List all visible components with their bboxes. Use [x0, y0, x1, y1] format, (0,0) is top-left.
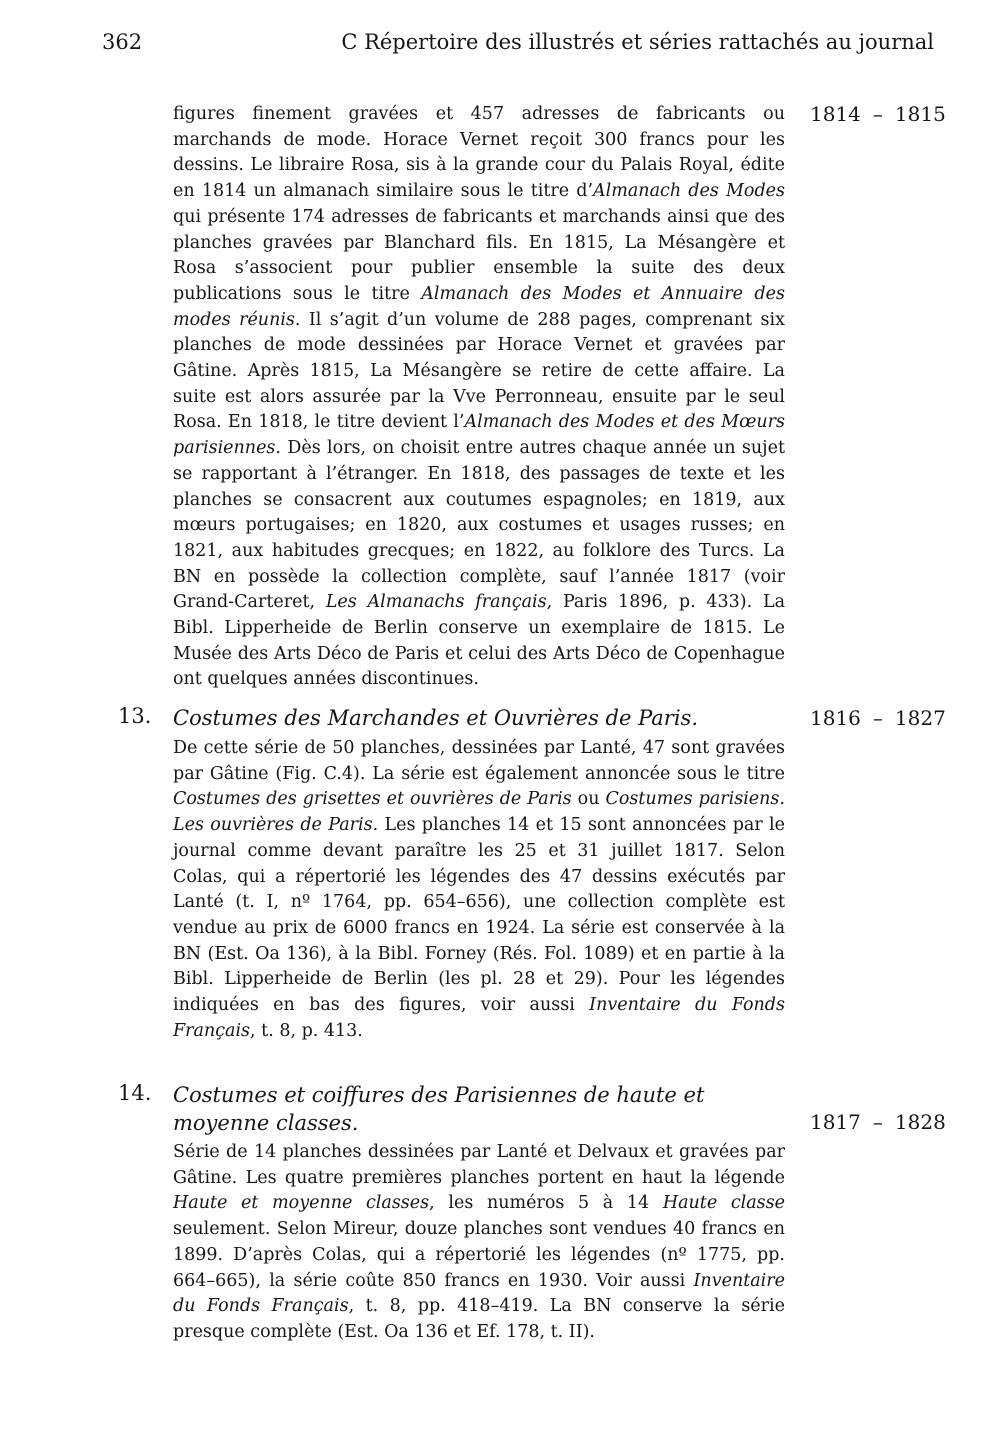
- italic-title-run: Almanach des Modes et Annuaire des modes réunis.: [173, 283, 785, 330]
- italic-title-run: Les Almanachs français: [325, 592, 547, 613]
- entry-13-years: 1816 – 1827: [810, 706, 946, 730]
- text-run: Série de 14 planches dessinées par Lanté et Delvaux et gravées par Gâtine. Les quatre premières planches portent en haut la légende: [173, 1142, 785, 1188]
- text-run: De cette série de 50 planches, dessinées par Lanté, 47 sont gravées par Gâtine (Fig. C.4). La série est également annoncée sous le titre: [173, 738, 785, 784]
- italic-title-run: Costumes parisiens. Les ouvrières de Paris.: [173, 789, 785, 836]
- italic-title-run: Almanach des Modes et des Mœurs parisiennes.: [173, 412, 785, 459]
- entry-13-body: [173, 736, 785, 1044]
- entry-14-title: Costumes et coiffures des Parisiennes de haute et moyenne classes.: [173, 1083, 705, 1135]
- year-start: 1817: [810, 1110, 861, 1134]
- continued-years: 1814 – 1815: [810, 102, 946, 126]
- running-head: C Répertoire des illustrés et séries rattachés au journal: [341, 30, 934, 54]
- italic-title-run: Haute et moyenne classes: [173, 1193, 430, 1214]
- text-run: , les numéros 5 à 14: [429, 1193, 663, 1214]
- continued-paragraph: [173, 102, 785, 693]
- text-run: , Paris 1896, p. 433). La Bibl. Lipperheide de Berlin conserve un exemplaire de 1815. Le Musée des Arts Déco de Paris et celui des Arts Déco de Copenhague ont quelques années discontinues.: [173, 592, 786, 690]
- italic-title-run: Costumes des grisettes et ouvrières de Paris: [173, 789, 572, 810]
- year-end: 1815: [894, 102, 946, 126]
- text-run: ou: [571, 789, 606, 810]
- year-end: 1828: [894, 1110, 946, 1134]
- year-end: 1827: [894, 706, 946, 730]
- text-run: seulement. Selon Mireur, douze planches sont vendues 40 francs en 1899. D’après Colas, qui a répertorié les légendes (nº 1775, pp. 664–665), la série coûte 850 francs en 1930. Voir aussi: [173, 1219, 785, 1291]
- year-start: 1814: [810, 102, 861, 126]
- page-number: 362: [102, 30, 143, 54]
- text-run: , t. 8, p. 413.: [250, 1020, 363, 1041]
- text-run: , t. 8, pp. 418–419. La BN conserve la série presque complète (Est. Oa 136 et Ef. 178, t. II).: [173, 1296, 785, 1342]
- text-run: figures finement gravées et 457 adresses de fabricants ou marchands de mode. Horace Vernet reçoit 300 francs pour les dessins. Le libraire Rosa, sis à la grande cour du Palais Royal, édite en 1814 un almanach similaire sous le titre d’: [173, 104, 785, 202]
- italic-title-run: Inventaire du Fonds Français: [173, 1270, 785, 1317]
- text-run: Dès lors, on choisit entre autres chaque année un sujet se rapportant à l’étranger. En 1818, des passages de texte et les planches se consacrent aux coutumes espagnoles; en 1819, aux mœurs portugaises; en 1820, aux costumes et usages russes; en 1821, aux habitudes grecques; en 1822, au folklore des Turcs. La BN en possède la collection complète, sauf l’année 1817 (voir Grand-Carteret,: [173, 438, 785, 613]
- text-run: qui présente 174 adresses de fabricants et marchands ainsi que des planches gravées par Blanchard fils. En 1815, La Mésangère et Rosa s’associent pour publier ensemble la suite des deux publications sous le titre: [173, 206, 785, 304]
- entry-14-number: 14.: [118, 1081, 152, 1105]
- year-start: 1816: [810, 706, 861, 730]
- entry-14-body: [173, 1140, 785, 1346]
- italic-title-run: Inventaire du Fonds Français: [173, 995, 785, 1041]
- entry-14-years: 1817 – 1828: [810, 1110, 946, 1134]
- italic-title-run: Haute classe: [662, 1193, 785, 1214]
- italic-title-run: Almanach des Modes: [593, 181, 785, 202]
- entry-13-title: Costumes des Marchandes et Ouvrières de Paris.: [173, 706, 698, 730]
- text-run: Il s’agit d’un volume de 288 pages, comprenant six planches de mode dessinées par Horace Vernet et gravées par Gâtine. Après 1815, La Mésangère se retire de cette affaire. La suite est alors assurée par la Vve Perronneau, ensuite par le seul Rosa. En 1818, le titre devient l’: [173, 309, 785, 433]
- entry-13-number: 13.: [118, 704, 152, 728]
- text-run: Les planches 14 et 15 sont annoncées par le journal comme devant paraître les 25 et 31 juillet 1817. Selon Colas, qui a répertorié les légendes des 47 dessins exécutés par Lanté (t. I, nº 1764, pp. 654–656), une collection complète est vendue au prix de 6000 francs en 1924. La série est conservée à la BN (Est. Oa 136), à la Bibl. Forney (Rés. Fol. 1089) et en partie à la Bibl. Lipperheide de Berlin (les pl. 28 et 29). Pour les légendes indiquées en bas des figures, voir aussi: [173, 815, 785, 1016]
